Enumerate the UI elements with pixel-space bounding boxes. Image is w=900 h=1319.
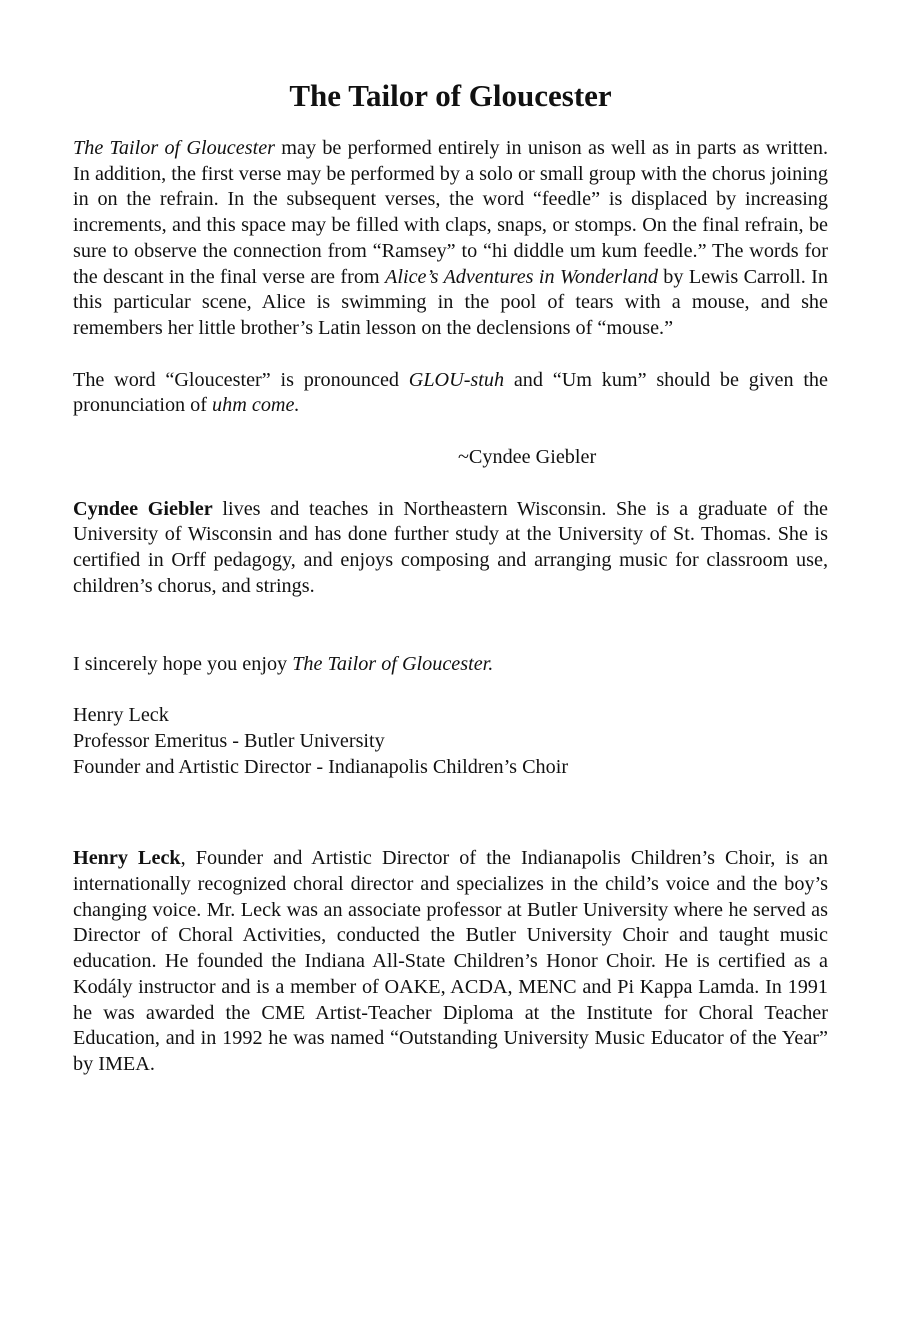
henry-signature-name: Henry Leck	[73, 704, 169, 727]
spacer	[73, 419, 828, 445]
page-title: The Tailor of Gloucester	[289, 78, 612, 113]
closing-work-title: The Tailor of Gloucester.	[292, 652, 494, 675]
spacer	[73, 600, 828, 652]
henry-signature-title-1: Professor Emeritus - Butler University	[73, 729, 385, 752]
spacer	[73, 342, 828, 368]
intro-paragraph	[73, 136, 828, 342]
intro-text-2: by Lewis Carroll. In this particular scene, Alice is swimming in the pool of tears with a mouse, and she remembers her little brother’s Latin lesson on the declensions of “mouse.”	[73, 265, 828, 339]
spacer	[73, 471, 828, 497]
pronunciation-text-2: and “Um kum” should be given the pronunciation of	[73, 368, 828, 417]
intro-text-1: may be performed entirely in unison as well as in parts as written. In addition, the first verse may be performed by a solo or small group with the chorus joining in on the refrain. In the subsequent verses, the word “feedle” is displaced by increasing increments, and this space may be filled with claps, snaps, or stomps. On the final refrain, be sure to observe the connection from “Ramsey” to “hi diddle um kum feedle.” The words for the descant in the final verse are from	[73, 137, 828, 288]
closing-line	[73, 652, 828, 678]
intro-book-title: Alice’s Adventures in Wonderland	[385, 265, 658, 288]
closing-text: I sincerely hope you enjoy	[73, 652, 293, 675]
cyndee-bio-paragraph	[73, 497, 828, 600]
henry-signature-title-2: Founder and Artistic Director - Indianapolis Children’s Choir	[73, 755, 569, 778]
cyndee-bio-name: Cyndee Giebler	[73, 497, 213, 520]
henry-bio-paragraph	[73, 846, 828, 1077]
pronunciation-umkum: uhm come.	[212, 394, 300, 417]
cyndee-bio-text: lives and teaches in Northeastern Wisconsin. She is a graduate of the University of Wisconsin and has done further study at the University of St. Thomas. She is certified in Orff pedagogy, and enjoys composing and arranging music for classroom use, children’s chorus, and strings.	[73, 497, 828, 597]
spacer	[73, 677, 828, 703]
henry-bio-text: , Founder and Artistic Director of the Indianapolis Children’s Choir, is an internationally recognized choral director and specializes in the child’s voice and the boy’s changing voice. Mr. Leck was an associate professor at Butler University where he served as Director of Choral Activities, conducted the Butler University Choir and taught music education. He founded the Indiana All-State Children’s Honor Choir. He is certified as a Kodály instructor and is a member of OAKE, ACDA, MENC and Pi Kappa Lamda. In 1991 he was awarded the CME Artist-Teacher Diploma at the Institute for Choral Teacher Education, and in 1992 he was named “Outstanding University Music Educator of the Year” by IMEA.	[73, 847, 828, 1075]
spacer	[73, 780, 828, 846]
pronunciation-gloucester: GLOU-stuh	[408, 368, 505, 391]
author-signature: ~Cyndee Giebler	[458, 446, 597, 469]
pronunciation-text-1: The word “Gloucester” is pronounced	[73, 368, 409, 391]
pronunciation-paragraph	[73, 368, 828, 419]
henry-bio-name: Henry Leck	[73, 847, 181, 870]
henry-signature-block	[73, 703, 828, 780]
intro-work-title: The Tailor of Gloucester	[73, 137, 276, 159]
